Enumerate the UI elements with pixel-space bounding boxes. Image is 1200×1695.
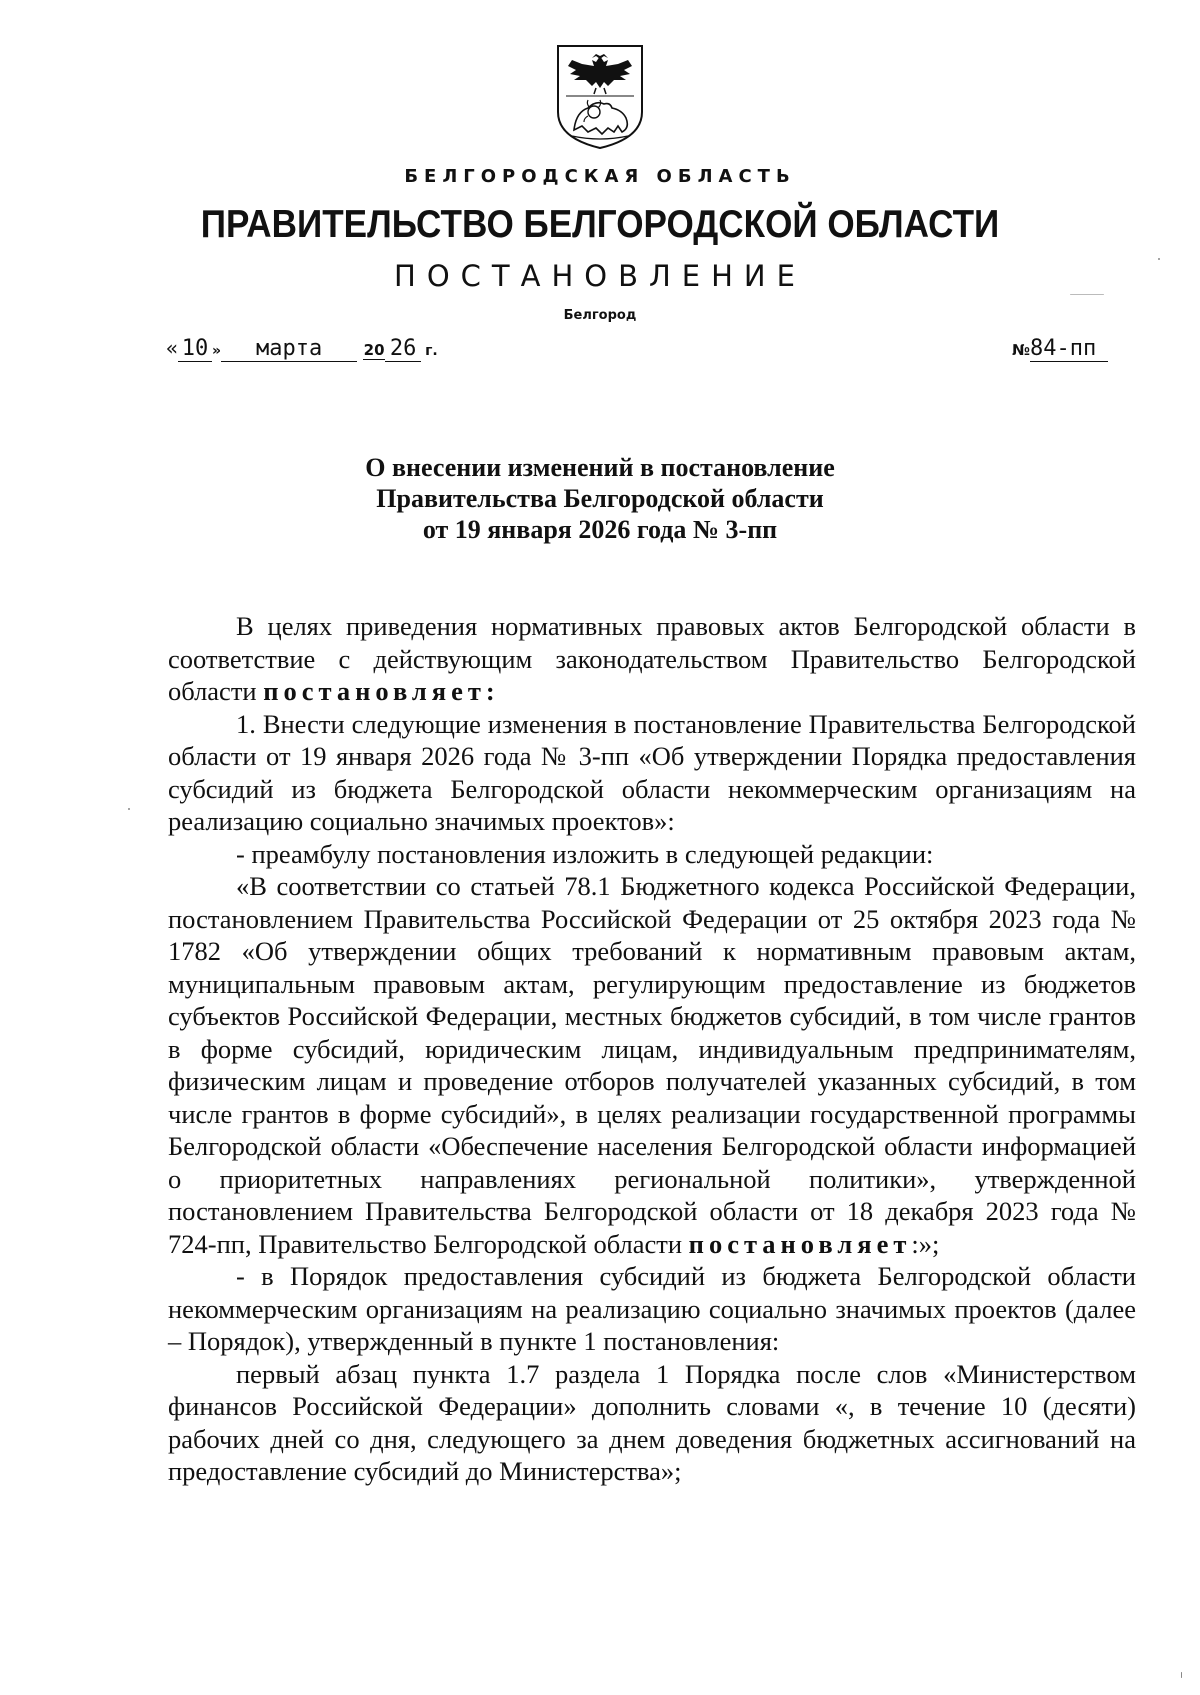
number-label: №: [1011, 341, 1030, 359]
coat-of-arms-icon: [552, 42, 648, 150]
document-number: [1012, 336, 1108, 362]
paragraph-text: В целях приведения нормативных правовых актов Белгородской области в соответствие с действующим законодательством Правительство Белгородской области: [168, 611, 1136, 706]
resolves-word: постановляет: [688, 1228, 912, 1259]
title-line: от 19 января 2026 года № 3-пп: [422, 515, 778, 544]
paragraph-item-1: 1. Внести следующие изменения в постановление Правительства Белгородской области от 19 января 2026 года № 3-пп «Об утверждении Порядка предоставления субсидий из бюджета Белгородской области некоммерческим организациям на реализацию социально значимых проектов»:: [168, 708, 1136, 836]
scan-artifact: [1181, 1672, 1182, 1678]
document-date: [166, 336, 438, 362]
title-line: Правительства Белгородской области: [376, 484, 824, 513]
scan-artifact: [128, 808, 130, 810]
date-close-quote: »: [212, 343, 222, 359]
paragraph-new-preamble: [168, 870, 1136, 1260]
government-name: ПРАВИТЕЛЬСТВО БЕЛГОРОДСКОЙ ОБЛАСТИ: [200, 203, 1000, 246]
date-open-quote: «: [166, 336, 179, 360]
date-day: 10: [178, 336, 212, 362]
title-line: О внесении изменений в постановление: [365, 453, 835, 482]
paragraph-procedure-change: - в Порядок предоставления субсидий из бюджета Белгородской области некоммерческим организациям на реализацию социально значимых проектов (далее – Порядок), утвержденный в пункте 1 постановления:: [168, 1261, 1136, 1356]
paragraph-end: :»;: [911, 1228, 940, 1259]
scan-artifact: [1158, 258, 1160, 260]
scan-artifact: [1070, 294, 1104, 295]
paragraph-text: «В соответствии со статьей 78.1 Бюджетного кодекса Российской Федерации, постановлением Правительства Российской Федерации от 25 октября 2023 года № 1782 «Об утверждении общих требований к нормативным правовым актам, муниципальным правовым актам, регулирующим предоставление из бюджетов субъектов Российской Федерации, местных бюджетов субсидий, в том числе грантов в форме субсидий, юридическим лицам, индивидуальным предпринимателям, физическим лицам и проведение отборов получателей указанных субсидий, в том числе грантов в форме субсидий», в целях реализации государственной программы Белгородской области «Обеспечение населения Белгородской области информацией о приоритетных направлениях региональной политики», утвержденной постановлением Правительства Белгородской области от 18 декабря 2023 года № 724-пп, Правительство Белгородской области: [168, 871, 1136, 1259]
paragraph-preamble: [168, 610, 1136, 708]
paragraph-preamble-change: - преамбулу постановления изложить в следующей редакции:: [236, 838, 934, 869]
date-year-prefix: 20: [363, 341, 385, 359]
number-value: 84-пп: [1030, 336, 1108, 362]
resolves-word: постановляет:: [263, 676, 500, 706]
city-name: Белгород: [563, 308, 637, 323]
region-name: БЕЛГОРОДСКАЯ ОБЛАСТЬ: [404, 166, 796, 187]
document-title: [0, 452, 1200, 545]
document-body: [168, 610, 1136, 1488]
date-year-mark: г.: [425, 343, 438, 359]
date-month: марта: [221, 336, 357, 362]
paragraph-item-1-7: первый абзац пункта 1.7 раздела 1 Порядка после слов «Министерством финансов Российской Федерации» дополнить словами «, в течение 10 (десяти) рабочих дней со дня, следующего за днем доведения бюджетных ассигнований на предоставление субсидий до Министерства»;: [168, 1358, 1136, 1486]
document-type: ПОСТАНОВЛЕНИЕ: [394, 259, 806, 293]
date-year-suffix: 26: [385, 336, 421, 362]
